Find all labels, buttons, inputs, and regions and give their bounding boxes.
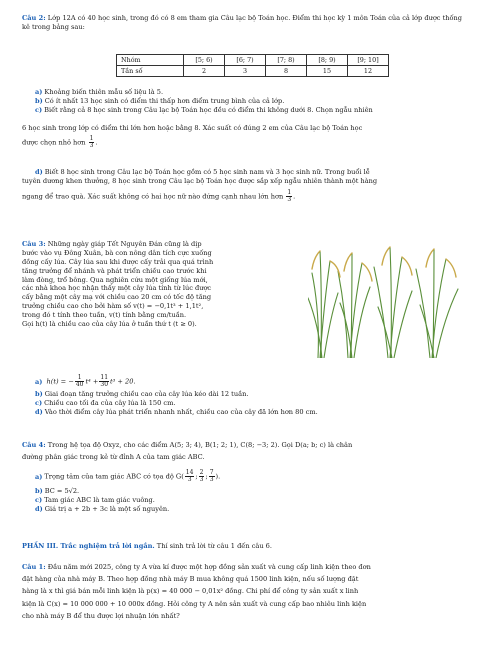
statement-c: c) Tam giác ABC là tam giác vuông.: [35, 495, 155, 504]
fraction: $\frac{1}{3}$: [287, 188, 292, 203]
q2-c-continued: 6 học sinh trong lớp có điểm thi lớn hơn hoặc bằng 8. Xác suất có đúng 2 em của Câu lạc bộ Toán học được chọn nhỏ hơn $\frac{1}{3}$ .: [22, 124, 363, 149]
statement-d: d) Biết 8 học sinh trong Câu lạc bộ Toán học gồm có 5 học sinh nam và 3 học sinh nữ. Trong buổi lễ: [35, 168, 370, 176]
statement-b: b) BC = 5√2.: [35, 487, 80, 495]
question-intro: Lớp 12A có 40 học sinh, trong đó có 8 em tham gia Câu lạc bộ Toán học. Điểm thi học kỳ 1 môn Toán của cả lớp được thống kê trong bảng sau:: [22, 14, 462, 31]
q2-d-continued: tuyên dương khen thưởng, 8 học sinh trong Câu lạc bộ Toán học được sắp xếp ngẫu nhiên thành một hàng ngang để trao quà. Xác suất không có hai học nữ nào đứng cạnh nhau lớn hơn $\frac{1}{3}$ .: [22, 177, 378, 203]
statement-a: a) Trọng tâm của tam giác ABC có tọa độ G( $\frac{14}{3}$ ; $\frac{2}{3}$ ; $\frac{7}{3}$ ).: [35, 469, 221, 483]
table-cell: 8: [266, 66, 307, 77]
statement-b: b) Giai đoạn tăng trưởng chiều cao của cây lúa kéo dài 12 tuần.: [35, 390, 249, 398]
table-cell: [7; 8): [266, 55, 307, 66]
table-cell: [9; 10]: [348, 55, 389, 66]
part-3-heading: PHẦN III. Trắc nghiệm trả lời ngắn. Thí sinh trả lời từ câu 1 đến câu 6.: [22, 542, 272, 550]
question-4: Câu 4: Trong hệ tọa độ Oxyz, cho các điểm A(5; 3; 4), B(1; 2; 1), C(8; −3; 2). Gọi D(a; b; c) là chân đường phân giác trong kẻ từ đỉnh A của tam giác ABC.: [22, 441, 353, 461]
question-label: Câu 1:: [22, 563, 46, 571]
statement-d: d) Giá trị a + 2b + 3c là một số nguyên.: [35, 504, 170, 513]
fraction: $\frac{1}{3}$: [89, 134, 94, 149]
q3-statements: [22, 375, 462, 417]
statement-a: a) Khoảng biến thiên mẫu số liệu là 5.: [35, 88, 164, 96]
table-row-header: Nhóm: [117, 55, 184, 66]
table-cell: 2: [184, 66, 225, 77]
question-label: Câu 2:: [22, 14, 46, 22]
table-cell: [8; 9): [307, 55, 348, 66]
statement-c: c) Biết rằng cả 8 học sinh trong Câu lạc bộ Toán học đều có điểm thi không dưới 8. Chọn ngẫu nhiên: [35, 105, 373, 114]
statement-c: c) Chiều cao tối đa của cây lúa là 150 cm.: [35, 398, 176, 407]
question-label: Câu 3:: [22, 240, 46, 248]
table-row-header: Tần số: [117, 66, 184, 77]
rice-plants-illustration: [308, 243, 462, 358]
table-cell: 3: [225, 66, 266, 77]
table-cell: 12: [348, 66, 389, 77]
table-cell: 15: [307, 66, 348, 77]
q4-statements: [22, 470, 462, 514]
question-2: [22, 14, 462, 32]
question-3: Câu 3: Những ngày giáp Tết Nguyên Đán cũng là dịp bước vào vụ Đông Xuân, bà con nông dân tích cực xuống đồng cấy lúa. Cây lúa sau khi được cấy trải qua quá trình tăng trưởng để nhánh và phát triển chiều cao trước khi làm đòng, trổ bông. Qua nghiên cứu một giống lúa mới, các nhà khoa học nhận thấy một cây lúa tính từ lúc được cấy bằng một cây mạ với chiều cao 20 cm có tốc độ tăng trưởng chiều cao cho bởi hàm số v(t) = −0,1t³ + 1,1t², trong đó t tính theo tuần, v(t) tính bằng cm/tuần. Gọi h(t) là chiều cao của cây lúa ở tuần thứ t (t ≥ 0).: [22, 240, 214, 329]
question-label: Câu 4:: [22, 441, 46, 449]
statement-b: b) Có ít nhất 13 học sinh có điểm thi thấp hơn điểm trung bình của cả lớp.: [35, 96, 285, 105]
table-cell: [5; 6): [184, 55, 225, 66]
statement-d: d) Vào thời điểm cây lúa phát triển nhanh nhất, chiều cao của cây đã lớn hơn 80 cm.: [35, 407, 318, 416]
statement-a: a) h(t) = − $\frac{1}{40}$ t⁴ + $\frac{11}{30}$ t³ + 20.: [35, 374, 136, 388]
frequency-table: [116, 54, 389, 77]
q2-statements: [22, 88, 462, 115]
table-cell: [6; 7): [225, 55, 266, 66]
question-1: Câu 1: Đầu năm mới 2025, công ty A vừa kí được một hợp đồng sản xuất và cung cấp linh kiện theo đơn đặt hàng của nhà máy B. Theo hợp đồng nhà máy B mua không quá 1500 linh kiện, nếu số lượng đặt hàng là x thì giá bán mỗi linh kiện là p(x) = 40 000 − 0,01x² đồng. Chi phí để công ty sản xuất x linh kiện là C(x) = 10 000 000 + 10 000x đồng. Hỏi công ty A nên sản xuất và cung cấp bao nhiêu linh kiện cho nhà máy B để thu được lợi nhuận lớn nhất?: [22, 563, 371, 620]
